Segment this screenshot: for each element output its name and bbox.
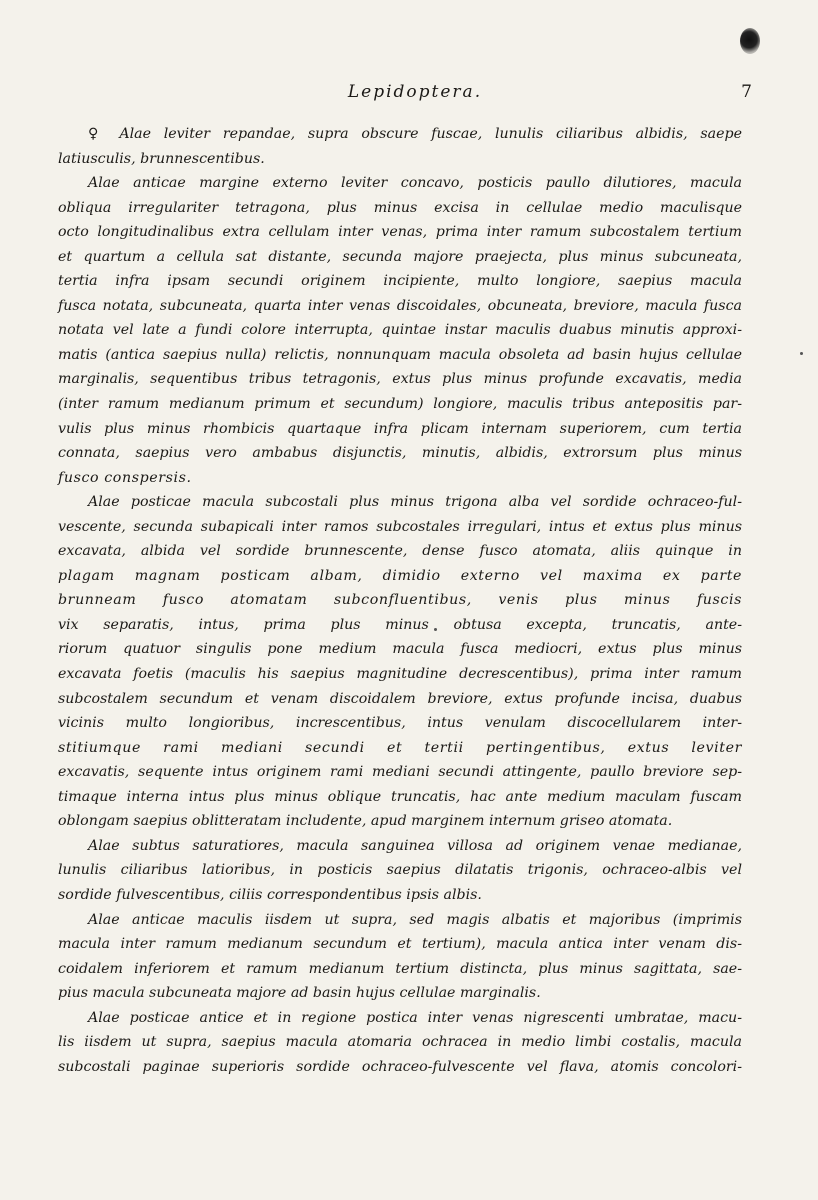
text-line: tertia infra ipsam secundi originem incipiente, multo longiore, saepius macula — [58, 273, 742, 290]
text-line: lunulis ciliaribus latioribus, in posticis saepius dilatatis trigonis, ochraceo-albis vel — [58, 862, 742, 879]
text-line: Alae subtus saturatiores, macula sanguinea villosa ad originem venae medianae, — [88, 837, 742, 854]
text-line: fusco conspersis. — [58, 469, 192, 486]
text-line: ♀ Alae leviter repandae, supra obscure fuscae, lunulis ciliaribus albidis, saepe — [88, 126, 742, 142]
text-line: notata vel late a fundi colore interrupta, quintae instar maculis duabus minutis approxi- — [58, 322, 742, 339]
text-line: Alae anticae maculis iisdem ut supra, sed magis albatis et majoribus (imprimis — [88, 911, 742, 928]
text-line: vescente, secunda subapicali inter ramos subcostales irregulari, intus et extus plus minus — [58, 518, 742, 535]
text-line: connata, saepius vero ambabus disjunctis, minutis, albidis, extrorsum plus minus — [58, 445, 742, 462]
text-line: stitiumque rami mediani secundi et tertii pertingentibus, extus leviter — [58, 739, 742, 756]
text-line: macula inter ramum medianum secundum et tertium), macula antica inter venam dis- — [58, 936, 742, 953]
text-line: sordide fulvescentibus, ciliis correspondentibus ipsis albis. — [58, 886, 482, 903]
text-line: brunneam fusco atomatam subconfluentibus, venis plus minus fuscis — [58, 592, 742, 609]
text-line: plagam magnam posticam albam, dimidio externo vel maxima ex parte — [58, 567, 742, 584]
running-title: Lepidoptera. — [347, 82, 483, 102]
text-line: subcostalem secundum et venam discoidalem breviore, extus profunde incisa, duabus — [58, 690, 742, 707]
text-line: riorum quatuor singulis pone medium macula fusca mediocri, extus plus minus — [58, 641, 742, 658]
stray-dot — [800, 352, 803, 355]
text-line: vicinis multo longioribus, increscentibus, intus venulam discocellularem inter- — [58, 715, 742, 732]
text-line: excavata, albida vel sordide brunnescente, dense fusco atomata, aliis quinque in — [58, 543, 742, 560]
body-text — [58, 122, 742, 1079]
text-line: Alae anticae margine externo leviter concavo, posticis paullo dilutiores, macula — [88, 175, 742, 192]
text-line: Alae posticae macula subcostali plus minus trigona alba vel sordide ochraceo-ful- — [88, 494, 742, 511]
text-line: timaque interna intus plus minus oblique truncatis, hac ante medium maculam fuscam — [58, 788, 742, 805]
text-line: oblongam saepius oblitteratam includente, apud marginem internum griseo atomata. — [58, 813, 673, 830]
text-line: subcostali paginae superioris sordide ochraceo-fulvescente vel flava, atomis concolori- — [58, 1058, 742, 1075]
text-line: matis (antica saepius nulla) relictis, nonnunquam macula obsoleta ad basin hujus cellulae — [58, 346, 742, 363]
ink-blot — [740, 28, 760, 54]
text-line: fusca notata, subcuneata, quarta inter venas discoidales, obcuneata, breviore, macula fusca — [58, 297, 742, 314]
text-line: excavata foetis (maculis his saepius magnitudine decrescentibus), prima inter ramum — [58, 666, 742, 683]
text-line: excavatis, sequente intus originem rami mediani secundi attingente, paullo breviore sep- — [58, 764, 742, 781]
text-line: coidalem inferiorem et ramum medianum tertium distincta, plus minus sagittata, sae- — [58, 960, 742, 977]
text-line: Alae posticae antice et in regione postica inter venas nigrescenti umbratae, macu- — [88, 1009, 742, 1026]
text-line: (inter ramum medianum primum et secundum) longiore, maculis tribus antepositis par- — [58, 396, 742, 413]
text-line: latiusculis, brunnescentibus. — [58, 150, 265, 167]
text-line: pius macula subcuneata majore ad basin hujus cellulae marginalis. — [58, 985, 541, 1002]
text-line: vix separatis, intus, prima plus minus obtusa excepta, truncatis, ante- — [58, 616, 742, 633]
text-line: lis iisdem ut supra, saepius macula atomaria ochracea in medio limbi costalis, macula — [58, 1034, 742, 1051]
text-line: marginalis, sequentibus tribus tetragonis, extus plus minus profunde excavatis, media — [58, 371, 742, 388]
text-line: vulis plus minus rhombicis quartaque infra plicam internam superiorem, cum tertia — [58, 420, 742, 437]
page-number: 7 — [741, 82, 752, 102]
text-line: obliqua irregulariter tetragona, plus minus excisa in cellulae medio maculisque — [58, 199, 742, 216]
text-line: et quartum a cellula sat distante, secunda majore praejecta, plus minus subcuneata, — [58, 248, 742, 265]
text-line: octo longitudinalibus extra cellulam inter venas, prima inter ramum subcostalem tertium — [58, 224, 742, 241]
